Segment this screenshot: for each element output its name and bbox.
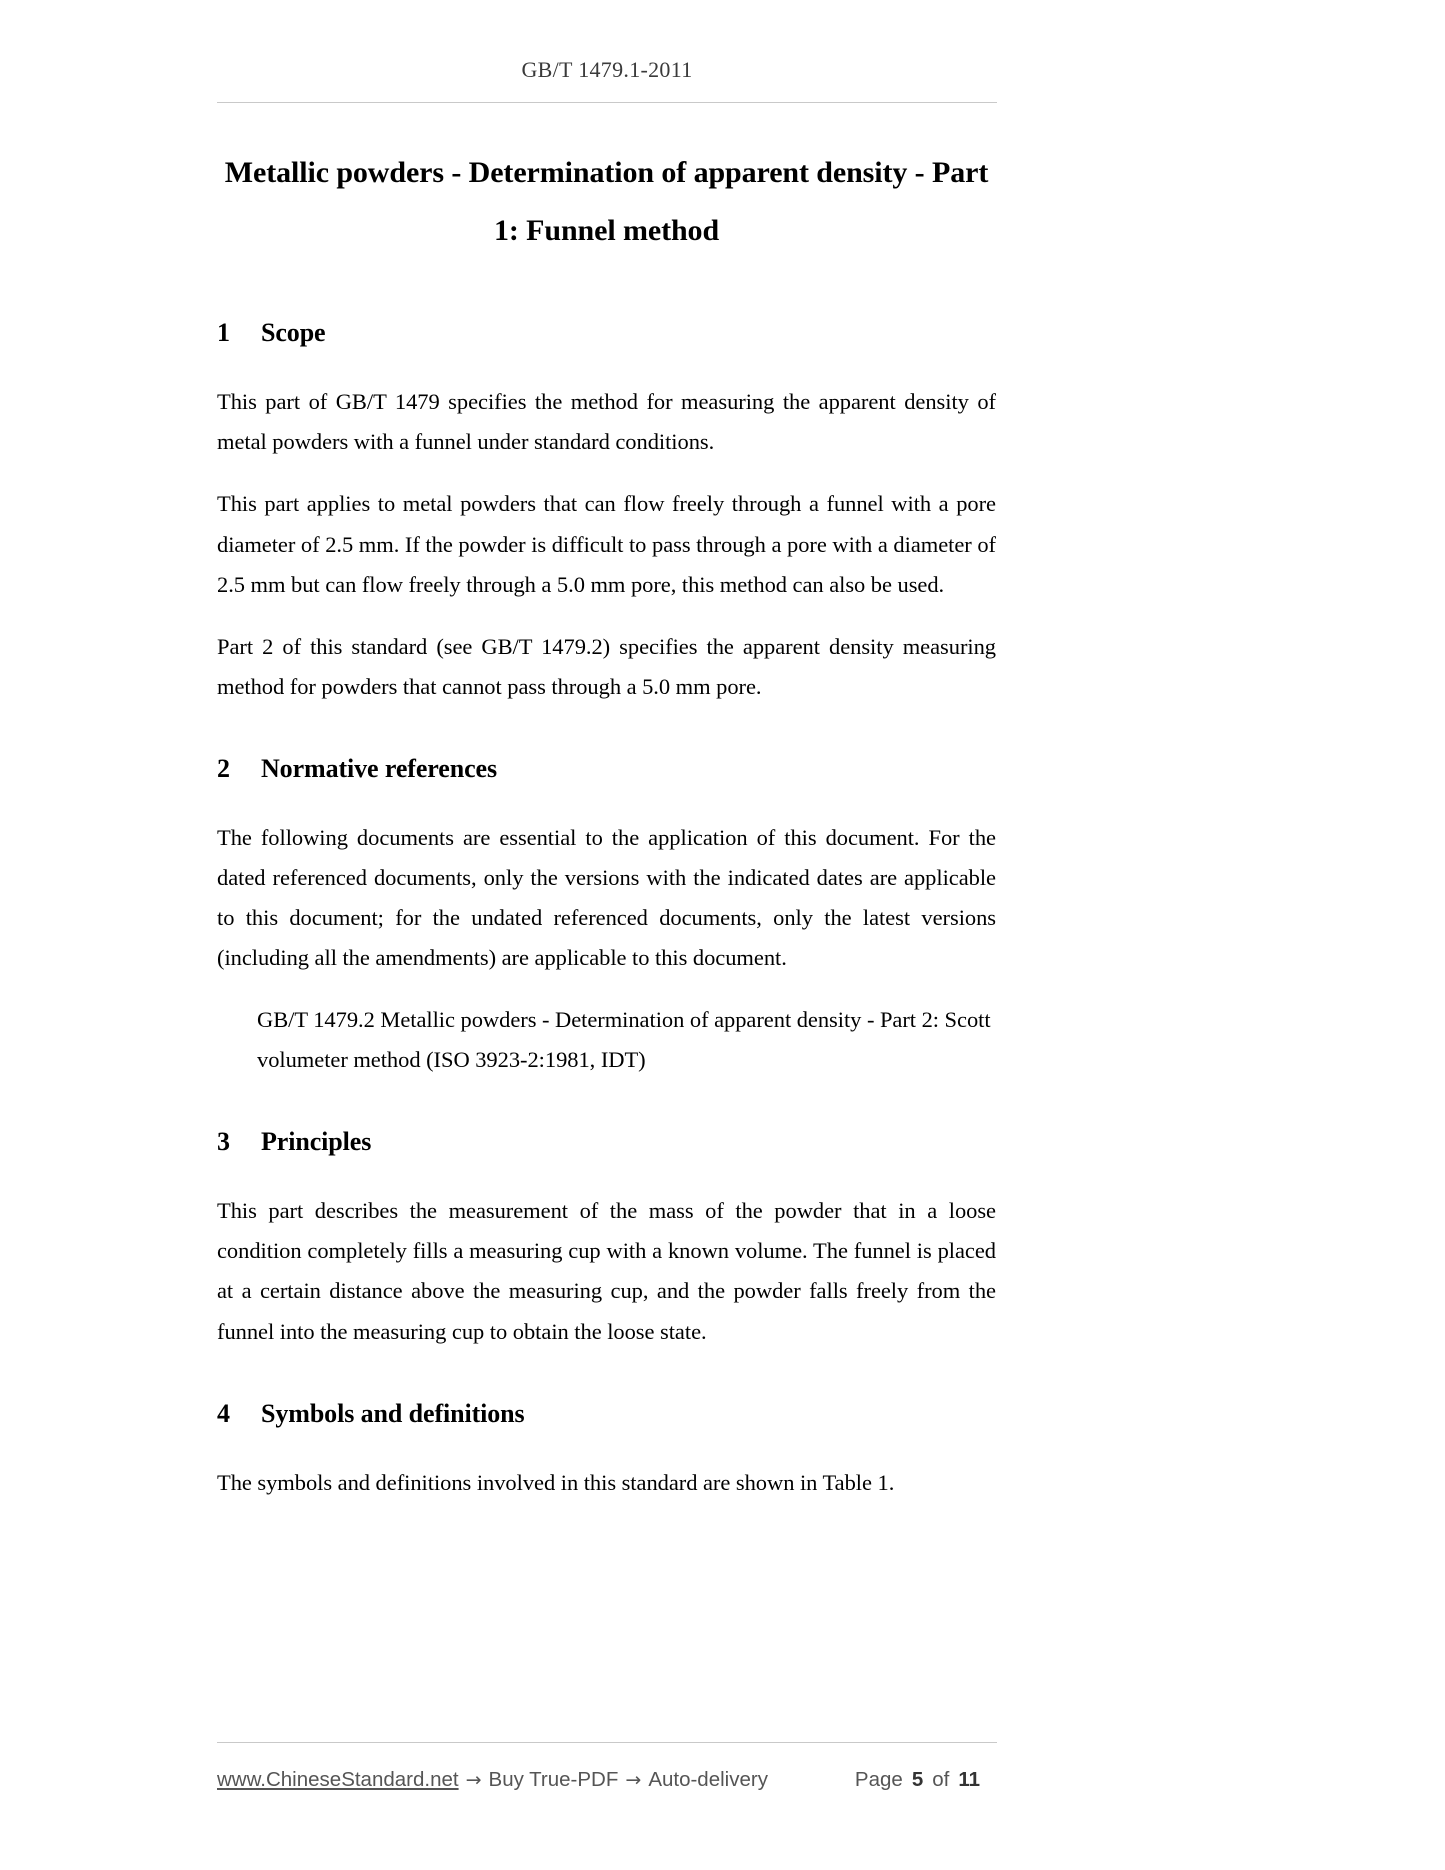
running-header [217,57,997,83]
footer-website-link[interactable]: www.ChineseStandard.net [217,1768,459,1791]
section-title-4: Symbols and definitions [261,1398,525,1428]
section-heading-normative-references [217,753,996,784]
current-page-number: 5 [911,1768,924,1791]
arrow-right-icon: → [465,1769,482,1791]
document-body [217,140,996,1503]
document-title-line-1: Metallic powders - Determination of apparent density - Part [224,156,989,189]
section-title-3: Principles [261,1127,372,1157]
section-heading-scope [217,317,996,348]
symbols-paragraph-1: The symbols and definitions involved in this standard are shown in Table 1. [217,1469,895,1495]
document-title-line-2: 1: Funnel method [493,213,720,247]
footer-delivery-label: Auto-delivery [648,1768,768,1791]
document-title [217,140,996,259]
scope-paragraph-3: Part 2 of this standard (see GB/T 1479.2) specifies the apparent density measuring method for powders that cannot pass through a 5.0 mm pore. [217,633,996,699]
page-label: Page [854,1768,903,1791]
section-number-2: 2 [217,753,230,783]
of-label: of [932,1768,950,1791]
section-number-4: 4 [217,1398,230,1428]
page-footer [217,1760,997,1800]
section-title-2: Normative references [261,753,497,783]
footer-divider [217,1742,997,1743]
scope-paragraph-1: This part of GB/T 1479 specifies the method for measuring the apparent density of metal powders with a funnel under standard conditions. [217,389,996,455]
page-indicator [855,1768,997,1792]
section-title-1: Scope [261,318,326,348]
footer-promo-group [217,1768,768,1792]
principles-paragraph-1: This part describes the measurement of the mass of the powder that in a loose condition completely fills a measuring cup with a known volume. The funnel is placed at a certain distance above the measuring cup, and the powder falls freely from the funnel into the measuring cup to obtain the loose state. [217,1198,996,1344]
scope-paragraph-2: This part applies to metal powders that can flow freely through a funnel with a pore diameter of 2.5 mm. If the powder is difficult to pass through a pore with a diameter of 2.5 mm but can flow freely through a 5.0 mm pore, this method can also be used. [217,491,996,597]
section-number-3: 3 [217,1127,230,1157]
arrow-right-icon-2: → [625,1769,642,1791]
header-divider [217,102,997,103]
normative-references-paragraph-1: The following documents are essential to the application of this document. For the dated referenced documents, only the versions with the indicated dates are applicable to this document; for the undated referenced documents, only the latest versions (including all the amendments) are applicable to this document. [217,824,996,971]
footer-buy-label: Buy True-PDF [488,1768,619,1791]
section-number-1: 1 [217,318,230,348]
total-page-count: 11 [958,1768,980,1791]
normative-reference-item: GB/T 1479.2 Metallic powders - Determination of apparent density - Part 2: Scott volumeter method (ISO 3923-2:1981, IDT) [257,1007,991,1073]
section-heading-principles [217,1126,996,1157]
header-standard-code: GB/T 1479.1-2011 [521,57,693,82]
section-heading-symbols-and-definitions [217,1398,996,1429]
